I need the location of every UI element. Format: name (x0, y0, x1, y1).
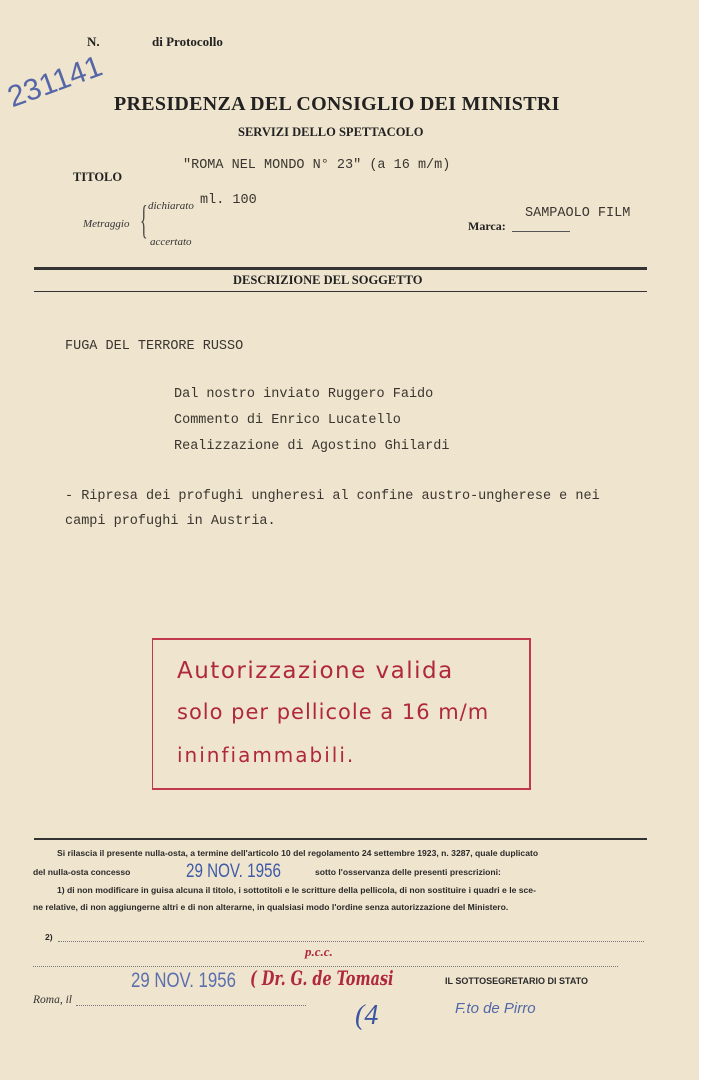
rule-text: 1) di non modificare in guisa alcuna il titolo, i sottotitoli e le scritture della pellicola, di non sostituire i quadri e le sce- (57, 885, 536, 895)
titolo-value: "ROMA NEL MONDO N° 23" (a 16 m/m) (183, 158, 451, 173)
footer-date-stamp: 29 NOV. 1956 (131, 969, 236, 992)
dichiarato-value: ml. 100 (200, 193, 257, 208)
protocol-number-stamp: 231141 (3, 49, 107, 115)
metraggio-label: Metraggio (83, 218, 130, 230)
n-label: N. (87, 34, 100, 49)
body-line: - Ripresa dei profughi ungheresi al confine austro-ungherese e nei (65, 489, 600, 504)
stamp-line: ininfiammabili. (177, 743, 356, 767)
stamp-line: Autorizzazione valida (177, 658, 454, 684)
body-line: campi profughi in Austria. (65, 514, 276, 529)
divider-top (34, 267, 647, 270)
clearance-text: sotto l'osservanza delle presenti prescrizioni: (315, 867, 501, 877)
description-heading: DESCRIZIONE DEL SOGGETTO (233, 273, 423, 287)
clearance-text: del nulla-osta concesso (33, 867, 131, 877)
pcc-signature: p.c.c. (305, 944, 333, 959)
protocollo-label: di Protocollo (152, 34, 223, 49)
titolo-label: TITOLO (73, 170, 123, 184)
roma-date-field (76, 1005, 306, 1006)
date-stamp: 29 NOV. 1956 (186, 861, 281, 882)
rule-text: ne relative, di non aggiungerne altri e di non alterarne, in qualsiasi modo l'ordine senza autorizzazione del Ministero. (33, 902, 509, 912)
dichiarato-label: dichiarato (148, 200, 194, 212)
roma-label: Roma, il (33, 994, 72, 1006)
clearance-text: Si rilascia il presente nulla-osta, a termine dell'articolo 10 del regolamento 24 settembre 1923, n. 3287, quale duplicato (57, 848, 539, 858)
signatory-title: IL SOTTOSEGRETARIO DI STATO (445, 976, 589, 986)
divider (34, 291, 647, 292)
marca-label: Marca: (468, 219, 506, 233)
stamp-line: solo per pellicole a 16 m/m (177, 700, 490, 724)
credit-line: Realizzazione di Agostino Ghilardi (174, 439, 450, 454)
institution-title: PRESIDENZA DEL CONSIGLIO DEI MINISTRI (114, 93, 560, 115)
department-title: SERVIZI DELLO SPETTACOLO (238, 125, 424, 139)
initials-signature: (4 (355, 1000, 379, 1031)
rule-2-label: 2) (45, 932, 53, 942)
marca-underline (512, 231, 570, 232)
accertato-label: accertato (150, 236, 192, 248)
red-signature: ( Dr. G. de Tomasi (250, 966, 394, 990)
brace-icon: { (140, 197, 148, 242)
divider-bottom (34, 838, 647, 840)
authorization-stamp (152, 638, 531, 790)
credit-line: Dal nostro inviato Ruggero Faido (174, 387, 434, 402)
rule-2-field (58, 941, 644, 942)
subject-title: FUGA DEL TERRORE RUSSO (65, 339, 244, 354)
marca-value: SAMPAOLO FILM (525, 206, 631, 221)
credit-line: Commento di Enrico Lucatello (174, 413, 401, 428)
signed-name: F.to de Pirro (455, 1000, 536, 1017)
